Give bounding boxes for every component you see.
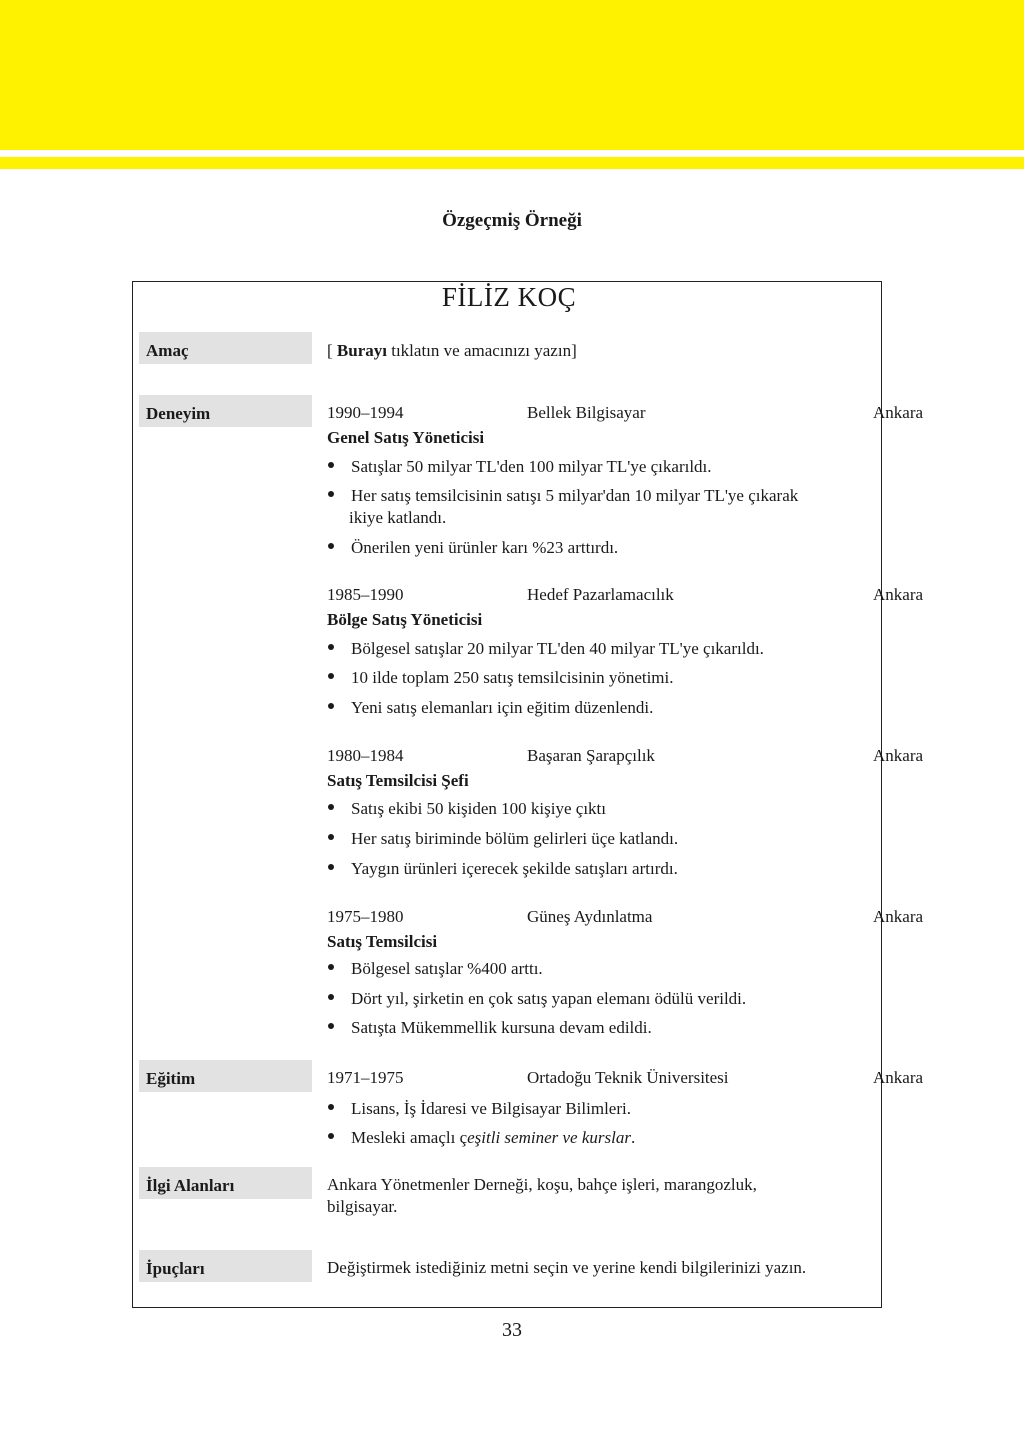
job-title: Satış Temsilcisi [327,932,438,951]
bullet-text [351,1126,635,1149]
bullet-text: Her satış temsilcisinin satışı 5 milyar'dan 10 milyar TL'ye çıkarak [351,486,799,505]
section-label-ipuclari: İpuçları [139,1250,312,1282]
job-company: Başaran Şarapçılık [527,746,655,765]
job-company: Güneş Aydınlatma [527,907,653,926]
page-title: Özgeçmiş Örneği [442,210,582,231]
header-yellow-stripe [0,157,1024,169]
bullet-text-italic: eşitli seminer ve kurslar [467,1128,631,1147]
bullet-text-plain: Mesleki amaçlı ç [351,1128,468,1147]
bullet-dot-icon [328,834,334,840]
job-company: Bellek Bilgisayar [527,403,646,422]
bullet-dot-icon [328,964,334,970]
bullet-dot-icon [328,644,334,650]
bullet-dot-icon [328,994,334,1000]
job-title: Bölge Satış Yöneticisi [327,610,483,629]
bullet-dot-icon [328,673,334,679]
resume-frame [132,281,882,1308]
bullet-dot-icon [328,462,334,468]
job-company: Hedef Pazarlamacılık [527,585,674,604]
bullet-text: Yeni satış elemanları için eğitim düzenlendi. [351,698,654,717]
bullet-text-end: . [630,1128,636,1147]
ipuclari-text: Değiştirmek istediğiniz metni seçin ve yerine kendi bilgilerinizi yazın. [327,1258,807,1277]
header-yellow-band [0,0,1024,150]
page-number: 33 [502,1319,522,1341]
section-label-deneyim: Deneyim [139,395,312,427]
bullet-dot-icon [328,703,334,709]
ilgi-text-line2: bilgisayar. [327,1197,398,1216]
bullet-text: Yaygın ürünleri içerecek şekilde satışları artırdı. [351,859,678,878]
amac-open-bracket: [ [327,341,333,360]
section-label-amac: Amaç [139,332,312,364]
amac-rest: tıklatın ve amacınızı yazın] [391,341,577,360]
section-label-ilgi: İlgi Alanları [139,1167,312,1199]
ilgi-text-line1: Ankara Yönetmenler Derneği, koşu, bahçe işleri, marangozluk, [327,1175,757,1194]
job-dates: 1985–1990 [327,585,404,604]
job-city: Ankara [873,403,924,422]
edu-city: Ankara [873,1068,924,1087]
bullet-text: Satışlar 50 milyar TL'den 100 milyar TL'ye çıkarıldı. [351,457,712,476]
bullet-text: Lisans, İş İdaresi ve Bilgisayar Bilimleri. [351,1099,631,1118]
bullet-text: Satış ekibi 50 kişiden 100 kişiye çıktı [351,799,606,818]
bullet-dot-icon [328,1133,334,1139]
bullet-dot-icon [328,543,334,549]
section-label-egitim: Eğitim [139,1060,312,1092]
resume-name: FİLİZ KOÇ [441,282,577,312]
job-dates: 1975–1980 [327,907,404,926]
amac-bold-word: Burayı [336,341,387,360]
edu-school: Ortadoğu Teknik Üniversitesi [527,1068,729,1087]
bullet-text: Satışta Mükemmellik kursuna devam edildi. [351,1018,652,1037]
bullet-text: 10 ilde toplam 250 satış temsilcisinin yönetimi. [351,668,674,687]
job-city: Ankara [873,907,924,926]
amac-text[interactable] [327,341,577,361]
bullet-text: Bölgesel satışlar %400 arttı. [351,959,543,978]
bullet-text: Her satış biriminde bölüm gelirleri üçe katlandı. [351,829,679,848]
job-dates: 1980–1984 [327,746,404,765]
job-title: Satış Temsilcisi Şefi [327,771,469,790]
bullet-dot-icon [328,491,334,497]
bullet-dot-icon [328,1023,334,1029]
edu-dates: 1971–1975 [327,1068,404,1087]
bullet-continuation: ikiye katlandı. [349,508,447,527]
job-city: Ankara [873,585,924,604]
job-title: Genel Satış Yöneticisi [327,428,485,447]
bullet-text: Önerilen yeni ürünler karı %23 arttırdı. [351,538,619,557]
bullet-dot-icon [328,804,334,810]
bullet-text: Dört yıl, şirketin en çok satış yapan elemanı ödülü verildi. [351,989,747,1008]
bullet-text: Bölgesel satışlar 20 milyar TL'den 40 milyar TL'ye çıkarıldı. [351,639,764,658]
job-dates: 1990–1994 [327,403,404,422]
job-city: Ankara [873,746,924,765]
bullet-dot-icon [328,864,334,870]
bullet-dot-icon [328,1104,334,1110]
